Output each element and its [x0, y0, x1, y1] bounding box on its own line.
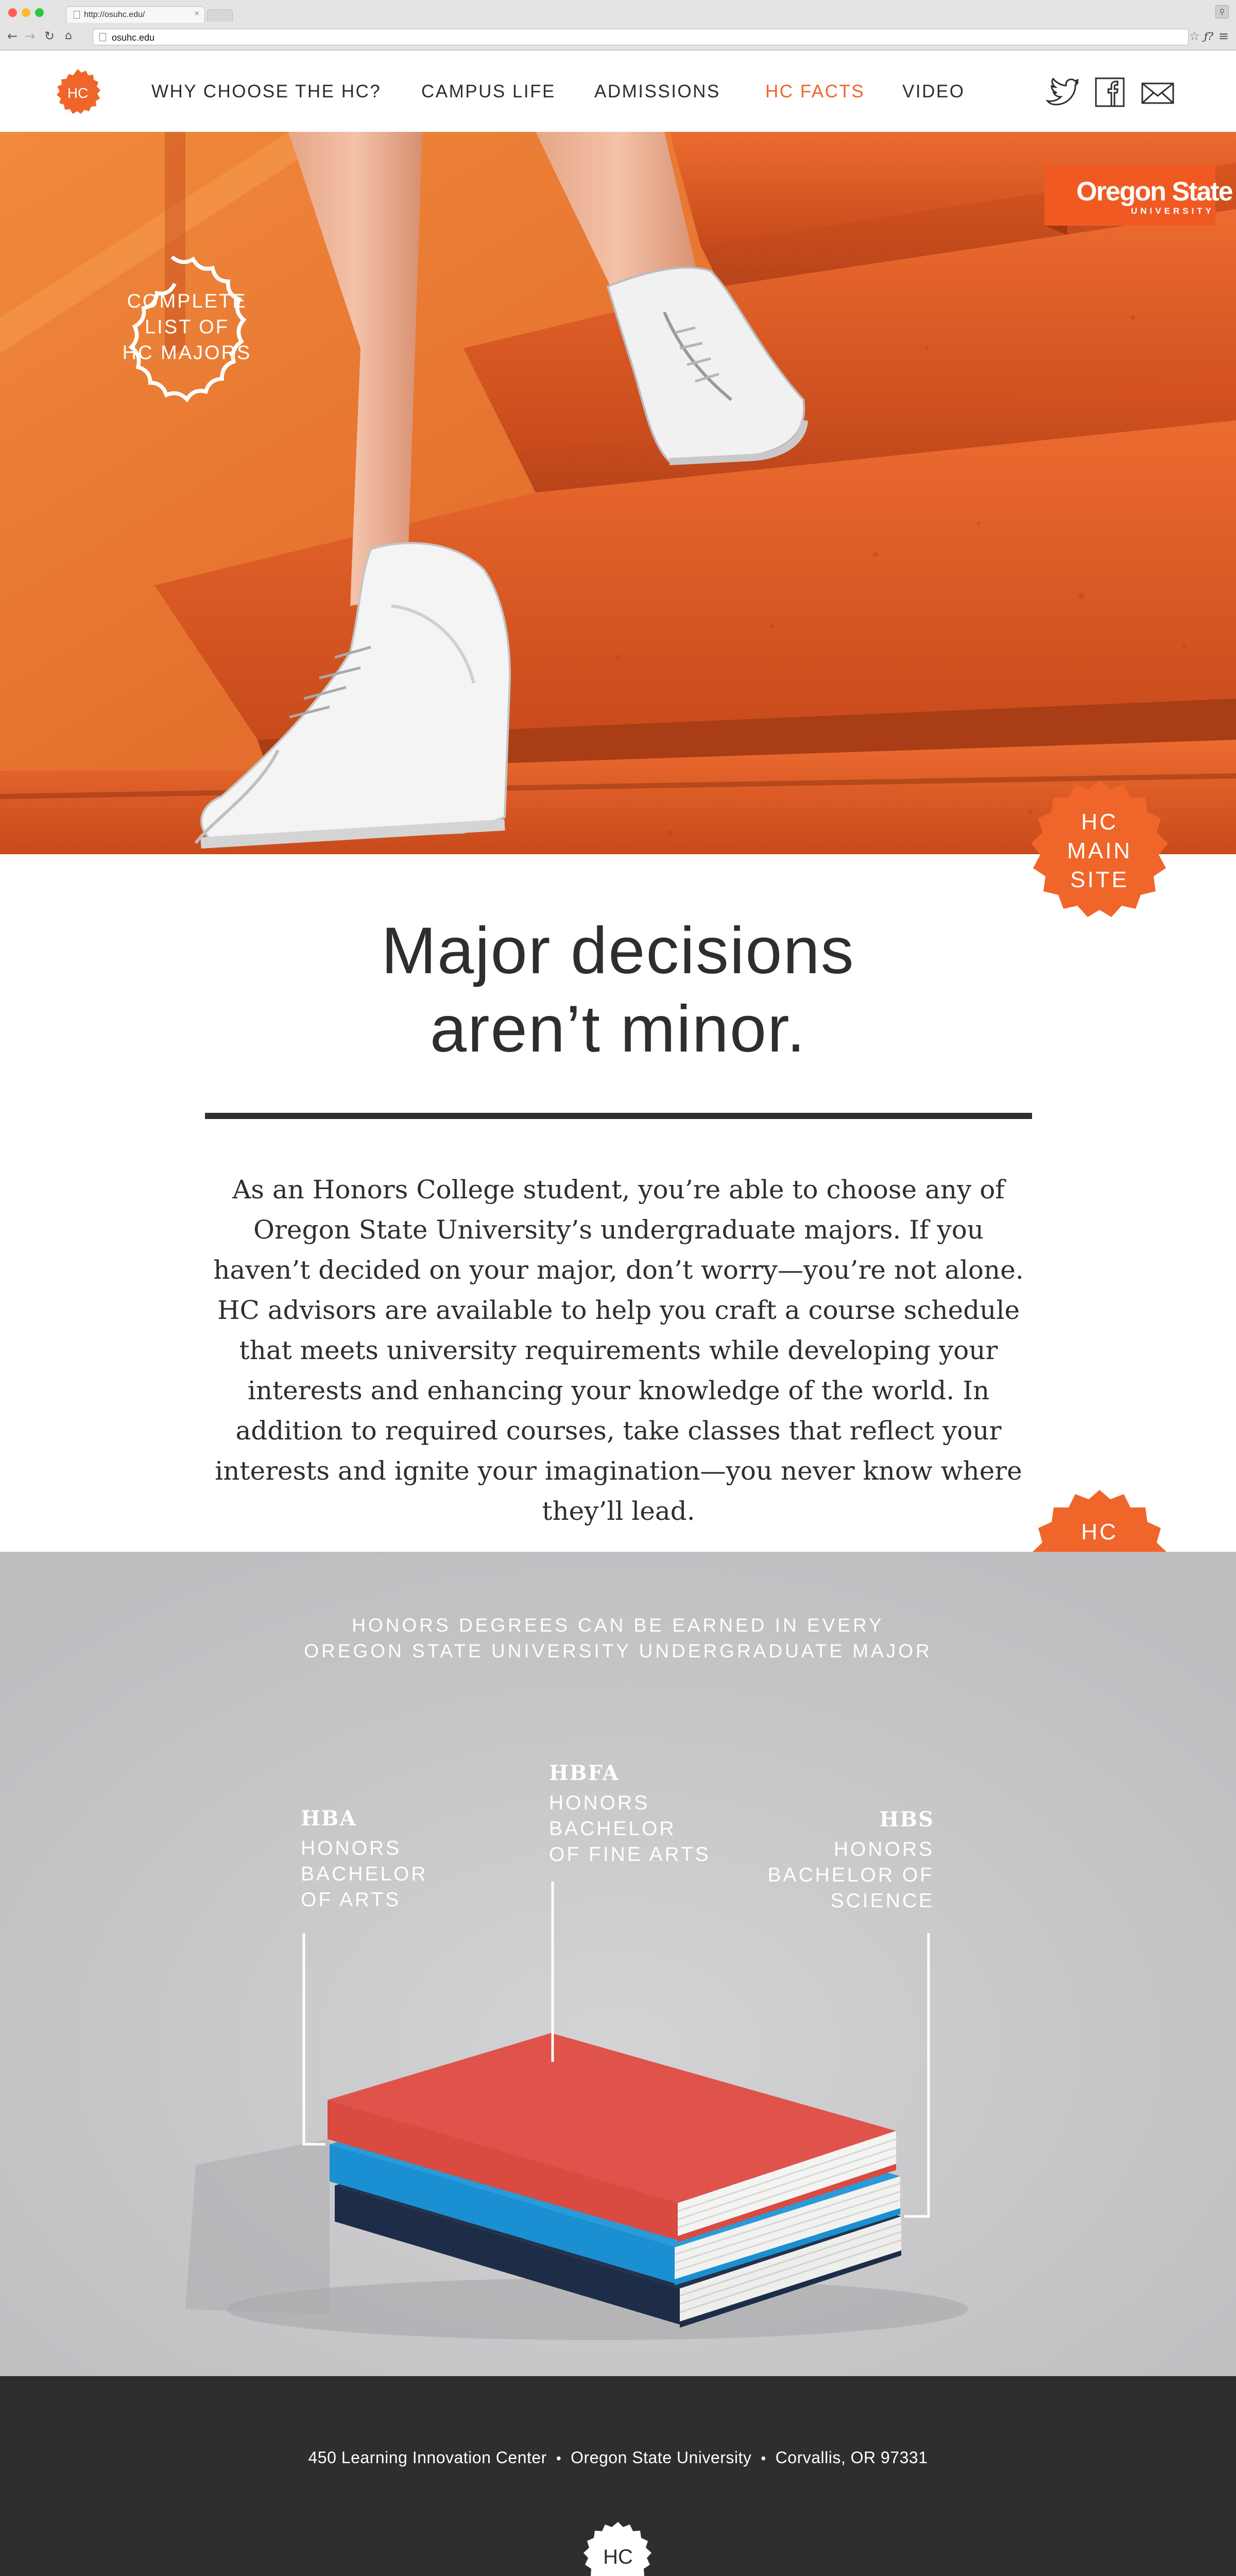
majors-line-3: HC MAJORS	[122, 342, 252, 364]
osu-name: Oregon State	[1076, 177, 1232, 207]
browser-chrome	[0, 0, 1236, 50]
degree-abbr: HBS	[879, 1807, 934, 1832]
nav-why-choose[interactable]: WHY CHOOSE THE HC?	[151, 81, 382, 101]
new-tab-button[interactable]	[207, 9, 233, 22]
degree-line: HONORS	[833, 1838, 934, 1860]
address-bar[interactable]	[93, 29, 1189, 45]
hero-section	[0, 132, 1236, 854]
degrees-heading-line-2: OREGON STATE UNIVERSITY UNDERGRADUATE MAJOR	[304, 1640, 932, 1662]
menu-icon[interactable]: ≡	[1218, 29, 1229, 43]
osu-subtitle: UNIVERSITY	[1131, 206, 1215, 216]
home-icon[interactable]: ⌂	[65, 29, 72, 42]
page-headline	[154, 912, 1082, 1069]
tab-title: http://osuhc.edu/	[84, 10, 145, 19]
intro-paragraph: As an Honors College student, you’re able to choose any of Oregon State University’s undergraduate majors. If you haven’t decided on your major, don’t worry—you’re not alone. HC advisors are available to help you craft a course schedule that meets university requirements while developing your interests and enhancing your knowledge of the world. In addition to required courses, take classes that reflect your interests and ignite your imagination—you never know where they’ll lead.	[213, 1175, 1024, 1526]
degree-abbr: HBA	[301, 1806, 357, 1831]
seal-line-3: SITE	[1070, 867, 1129, 892]
hc-logo-seal	[53, 68, 102, 117]
hc-logo[interactable]	[53, 68, 102, 117]
majors-badge-text	[87, 289, 287, 366]
close-window-button[interactable]	[8, 8, 17, 17]
degrees-section	[0, 1552, 1236, 2376]
degree-line: HONORS	[549, 1792, 650, 1814]
nav-hc-facts[interactable]: HC FACTS	[765, 81, 865, 101]
degree-hbfa	[549, 1761, 724, 1868]
address-street: 450 Learning Innovation Center	[308, 2448, 547, 2467]
extension-button[interactable]: ƒ?	[1204, 30, 1213, 42]
site-header	[0, 52, 1236, 132]
headline-line-1: Major decisions	[381, 914, 855, 988]
degree-line: BACHELOR	[301, 1863, 428, 1885]
hc-main-site-badge-top[interactable]	[1025, 778, 1174, 927]
separator-dot: •	[556, 2450, 562, 2466]
headline-line-2: aren’t minor.	[430, 992, 806, 1066]
degree-line: OF ARTS	[301, 1889, 401, 1911]
zoom-window-button[interactable]	[35, 8, 44, 17]
nav-video[interactable]: VIDEO	[902, 81, 965, 101]
forward-icon[interactable]: →	[25, 29, 36, 43]
degree-hba	[301, 1806, 455, 1913]
bookmark-star-icon[interactable]: ☆	[1189, 29, 1200, 43]
separator-dot: •	[761, 2450, 766, 2466]
profile-icon[interactable]: ⚲	[1215, 5, 1229, 19]
address-university: Oregon State University	[571, 2448, 752, 2467]
twitter-icon[interactable]	[1045, 77, 1078, 108]
seal-line-2: MAIN	[1067, 838, 1132, 863]
close-tab-icon[interactable]: ×	[194, 9, 199, 18]
degree-line: SCIENCE	[830, 1890, 934, 1912]
degree-hbs	[728, 1807, 934, 1914]
back-icon[interactable]: ←	[7, 29, 18, 43]
degrees-heading	[154, 1613, 1082, 1664]
email-icon[interactable]	[1141, 77, 1174, 108]
nav-admissions[interactable]: ADMISSIONS	[594, 81, 720, 101]
logo-text: HC	[67, 85, 89, 101]
book-shadow-side	[185, 2139, 330, 2314]
degree-abbr: HBFA	[549, 1761, 620, 1785]
majors-line-2: LIST OF	[145, 316, 229, 338]
page-icon	[74, 11, 80, 19]
browser-tab[interactable]	[66, 6, 205, 23]
minimize-window-button[interactable]	[22, 8, 30, 17]
seal-line-1: HC	[1081, 809, 1118, 835]
osu-flag-fold	[1044, 226, 1067, 235]
footer-logo-text: HC	[603, 2546, 633, 2568]
footer-hc-logo[interactable]	[582, 2520, 654, 2576]
headline-divider	[205, 1113, 1032, 1119]
osu-logo-badge[interactable]	[1044, 166, 1232, 235]
books-illustration	[0, 1552, 1236, 2376]
degree-line: HONORS	[301, 1837, 402, 1859]
address-city: Corvallis, OR 97331	[775, 2448, 928, 2467]
majors-line-1: COMPLETE	[127, 291, 247, 312]
seal-text	[1025, 808, 1174, 894]
site-footer	[0, 2376, 1236, 2576]
degree-line: BACHELOR	[549, 1818, 676, 1840]
degrees-heading-line-1: HONORS DEGREES CAN BE EARNED IN EVERY	[352, 1615, 884, 1636]
footer-logo-seal	[582, 2520, 654, 2576]
seal-line-1: HC	[1081, 1519, 1118, 1545]
facebook-icon[interactable]	[1093, 77, 1126, 108]
degree-line: OF FINE ARTS	[549, 1843, 711, 1866]
page-icon	[99, 33, 106, 41]
degree-line: BACHELOR OF	[767, 1864, 934, 1886]
url-text: osuhc.edu	[112, 32, 155, 43]
complete-majors-badge[interactable]	[87, 228, 287, 429]
reload-icon[interactable]: ↻	[44, 29, 55, 43]
footer-address	[0, 2448, 1236, 2467]
nav-campus-life[interactable]: CAMPUS LIFE	[421, 81, 556, 101]
